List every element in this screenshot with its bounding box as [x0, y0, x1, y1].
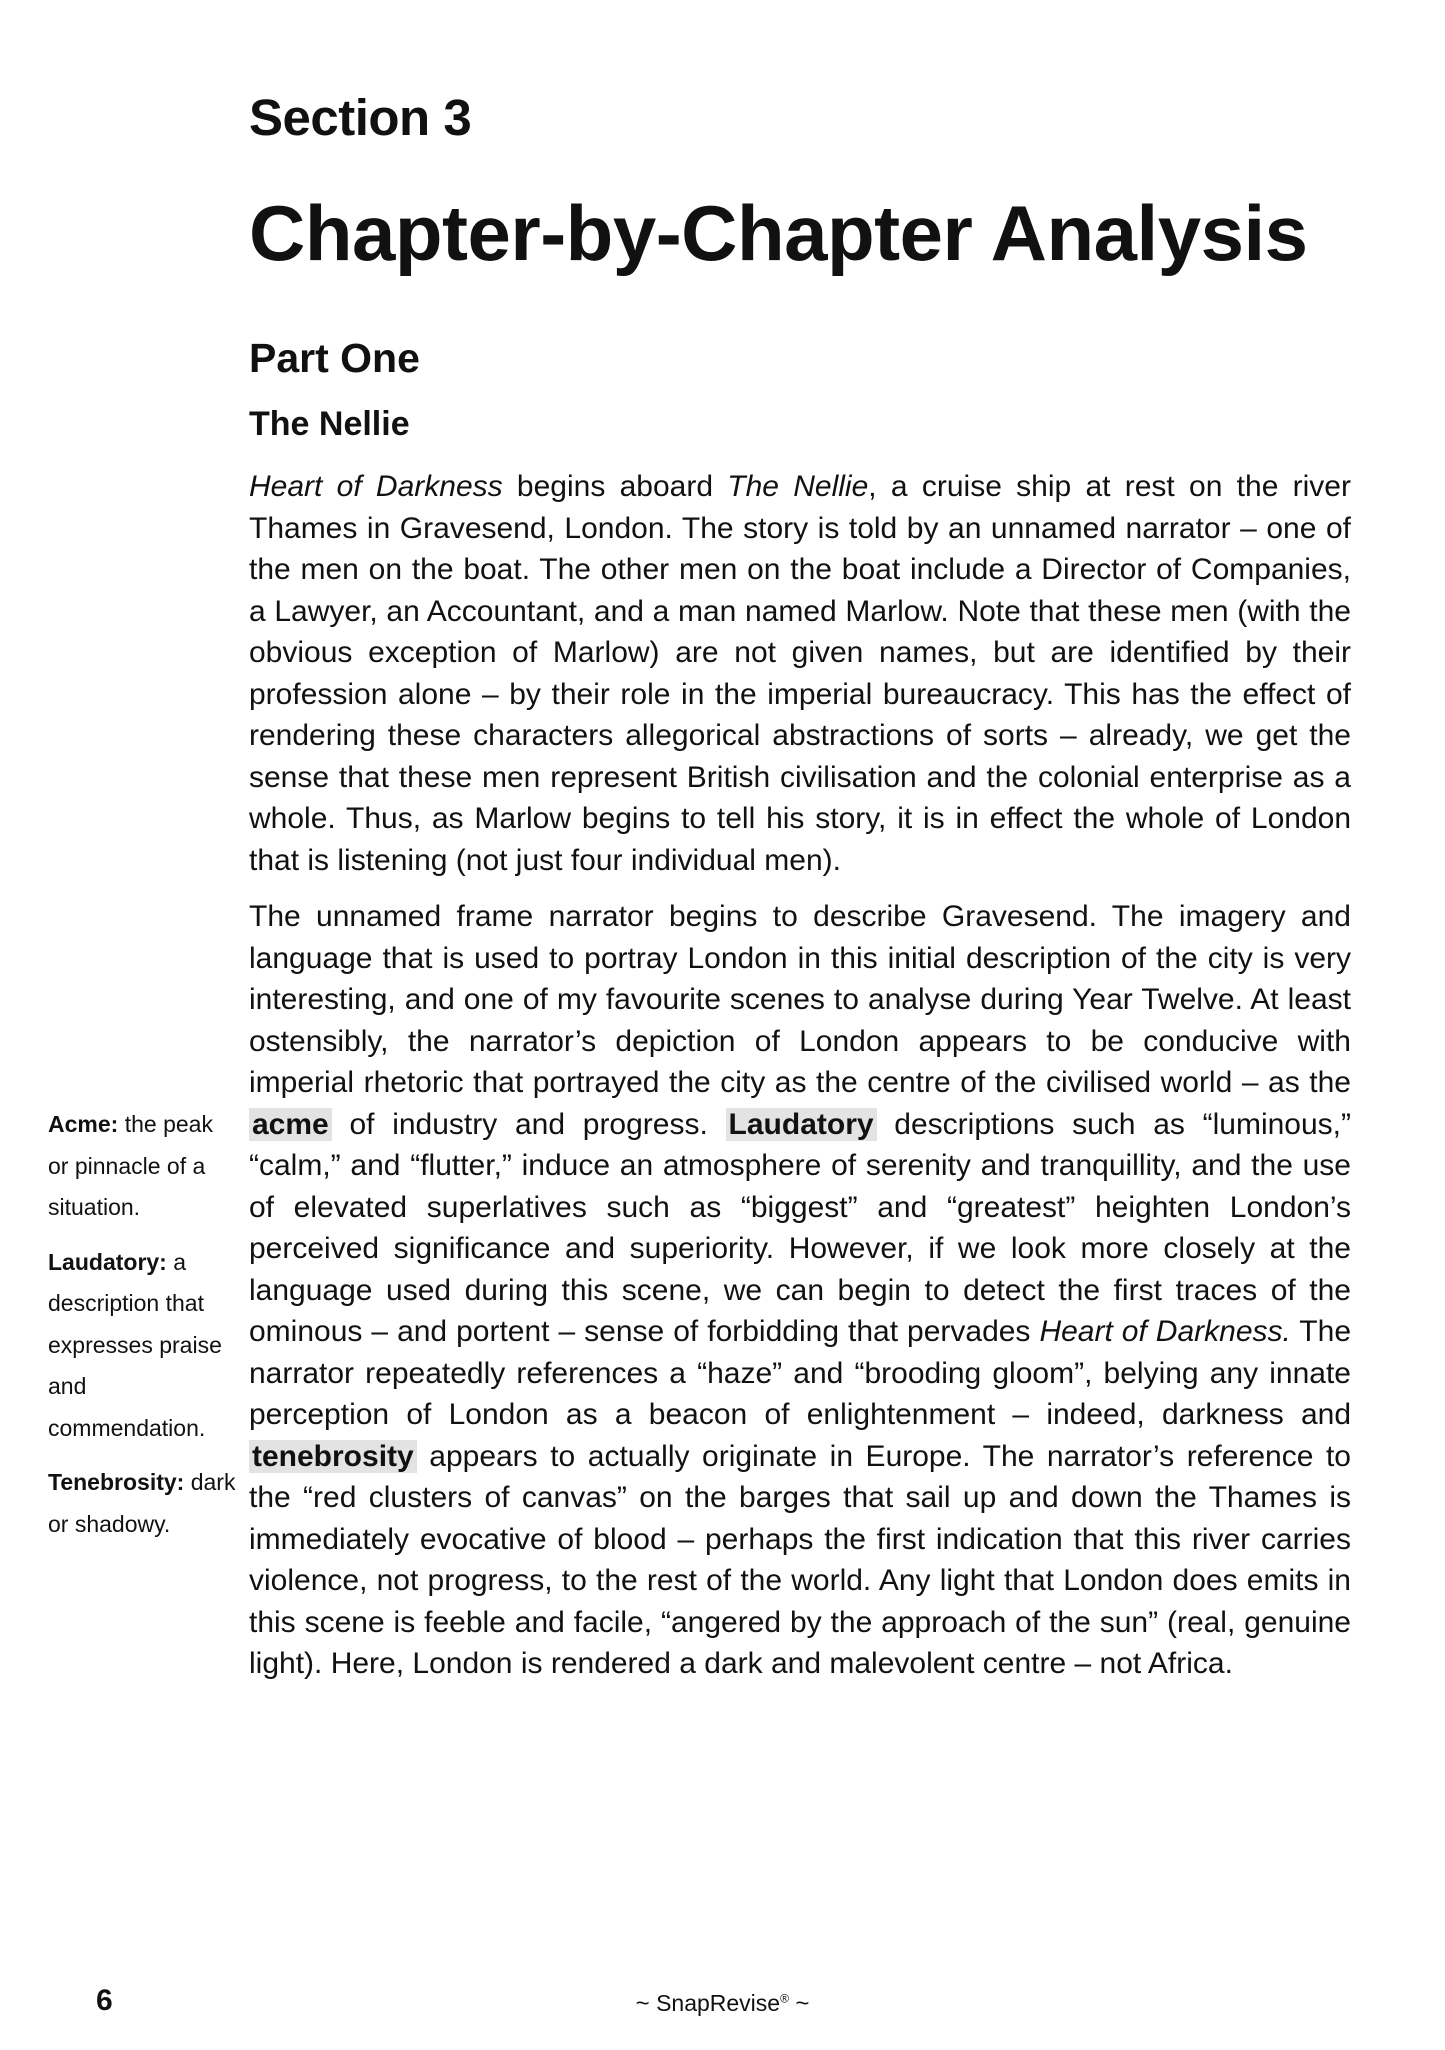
book-title-italic: Heart of Darkness.: [1039, 1315, 1291, 1348]
glossary-term: Laudatory:: [48, 1248, 167, 1275]
text-segment: The narrator repeatedly references a “haze” and “brooding gloom”, belying any innate perception of London as a beacon of enlightenment – indeed, darkness and: [249, 1315, 1352, 1431]
glossary-entry-tenebrosity: [48, 1462, 238, 1545]
glossary-definition: dark or shadowy.: [48, 1469, 236, 1537]
paragraph-gravesend: [249, 896, 1351, 1685]
footer-brand: [0, 1990, 1445, 2018]
text-segment: , a cruise ship at rest on the river Thames in Gravesend, London. The story is told by an unnamed narrator – one of the men on the boat. The other men on the boat include a Director of Companies, a Lawyer, an Accountant, and a man named Marlow. Note that these men (with the obvious exception of Marlow) are not given names, but are identified by their profession alone – by their role in the imperial bureaucracy. This has the effect of rendering these characters allegorical abstractions of sorts – already, we get the sense that these men represent British civilisation and the colonial enterprise as a whole. Thus, as Marlow begins to tell his story, it is in effect the whole of London that is listening (not just four individual men).: [249, 470, 1351, 877]
page-number: 6: [96, 1984, 113, 2017]
page-title: Chapter-by-Chapter Analysis: [249, 189, 1308, 277]
highlight-laudatory: Laudatory: [726, 1108, 877, 1141]
text-segment: begins aboard: [502, 470, 728, 503]
text-segment: of industry and progress.: [331, 1107, 726, 1141]
part-heading: Part One: [249, 335, 420, 381]
text-segment: descriptions such as “luminous,” “calm,” and “flutter,” induce an atmosphere of serenity and tranquillity, and the use of elevated superlatives such as “biggest” and “greatest” heighten London’s perceived significance and superiority. However, if we look more closely at the language used during this scene, we can begin to detect the first traces of the ominous – and portent – sense of forbidding that pervades: [249, 1107, 1351, 1348]
glossary-entry-acme: [48, 1104, 238, 1229]
tilde-right: ~: [795, 1990, 810, 2017]
registered-mark: ®: [780, 1991, 789, 2006]
text-segment: The unnamed frame narrator begins to describe Gravesend. The imagery and language that is used to portray London in this initial description of the city is very interesting, and one of my favourite scenes to analyse during Year Twelve. At least ostensibly, the narrator’s depiction of London appears to be conducive with imperial rhetoric that portrayed the city as the centre of the civilised world – as the: [249, 900, 1351, 1099]
section-label: Section 3: [249, 89, 472, 146]
glossary-definition: the peak or pinnacle of a situation.: [48, 1111, 213, 1220]
highlight-acme: acme: [249, 1108, 332, 1141]
glossary-entry-laudatory: [48, 1242, 238, 1450]
paragraph-intro: [249, 466, 1351, 881]
glossary-definition: a description that expresses praise and commendation.: [48, 1248, 222, 1441]
glossary-term: Acme:: [48, 1111, 119, 1137]
subsection-heading: The Nellie: [249, 405, 410, 443]
ship-name-italic: The Nellie: [727, 470, 869, 503]
highlight-tenebrosity: tenebrosity: [249, 1440, 417, 1473]
book-title-italic: Heart of Darkness: [249, 470, 503, 503]
glossary-sidebar: [48, 1104, 238, 1558]
text-segment: appears to actually originate in Europe. The narrator’s reference to the “red clusters of canvas” on the barges that sail up and down the Thames is immediately evocative of blood – perhaps the first indication that this river carries violence, not progress, to the rest of the world. Any light that London does emits in this scene is feeble and facile, “angered by the approach of the sun” (real, genuine light). Here, London is rendered a dark and malevolent centre – not Africa.: [249, 1439, 1351, 1680]
glossary-term: Tenebrosity:: [48, 1469, 185, 1495]
tilde-left: ~: [635, 1990, 650, 2017]
brand-name: SnapRevise: [656, 1990, 781, 2016]
